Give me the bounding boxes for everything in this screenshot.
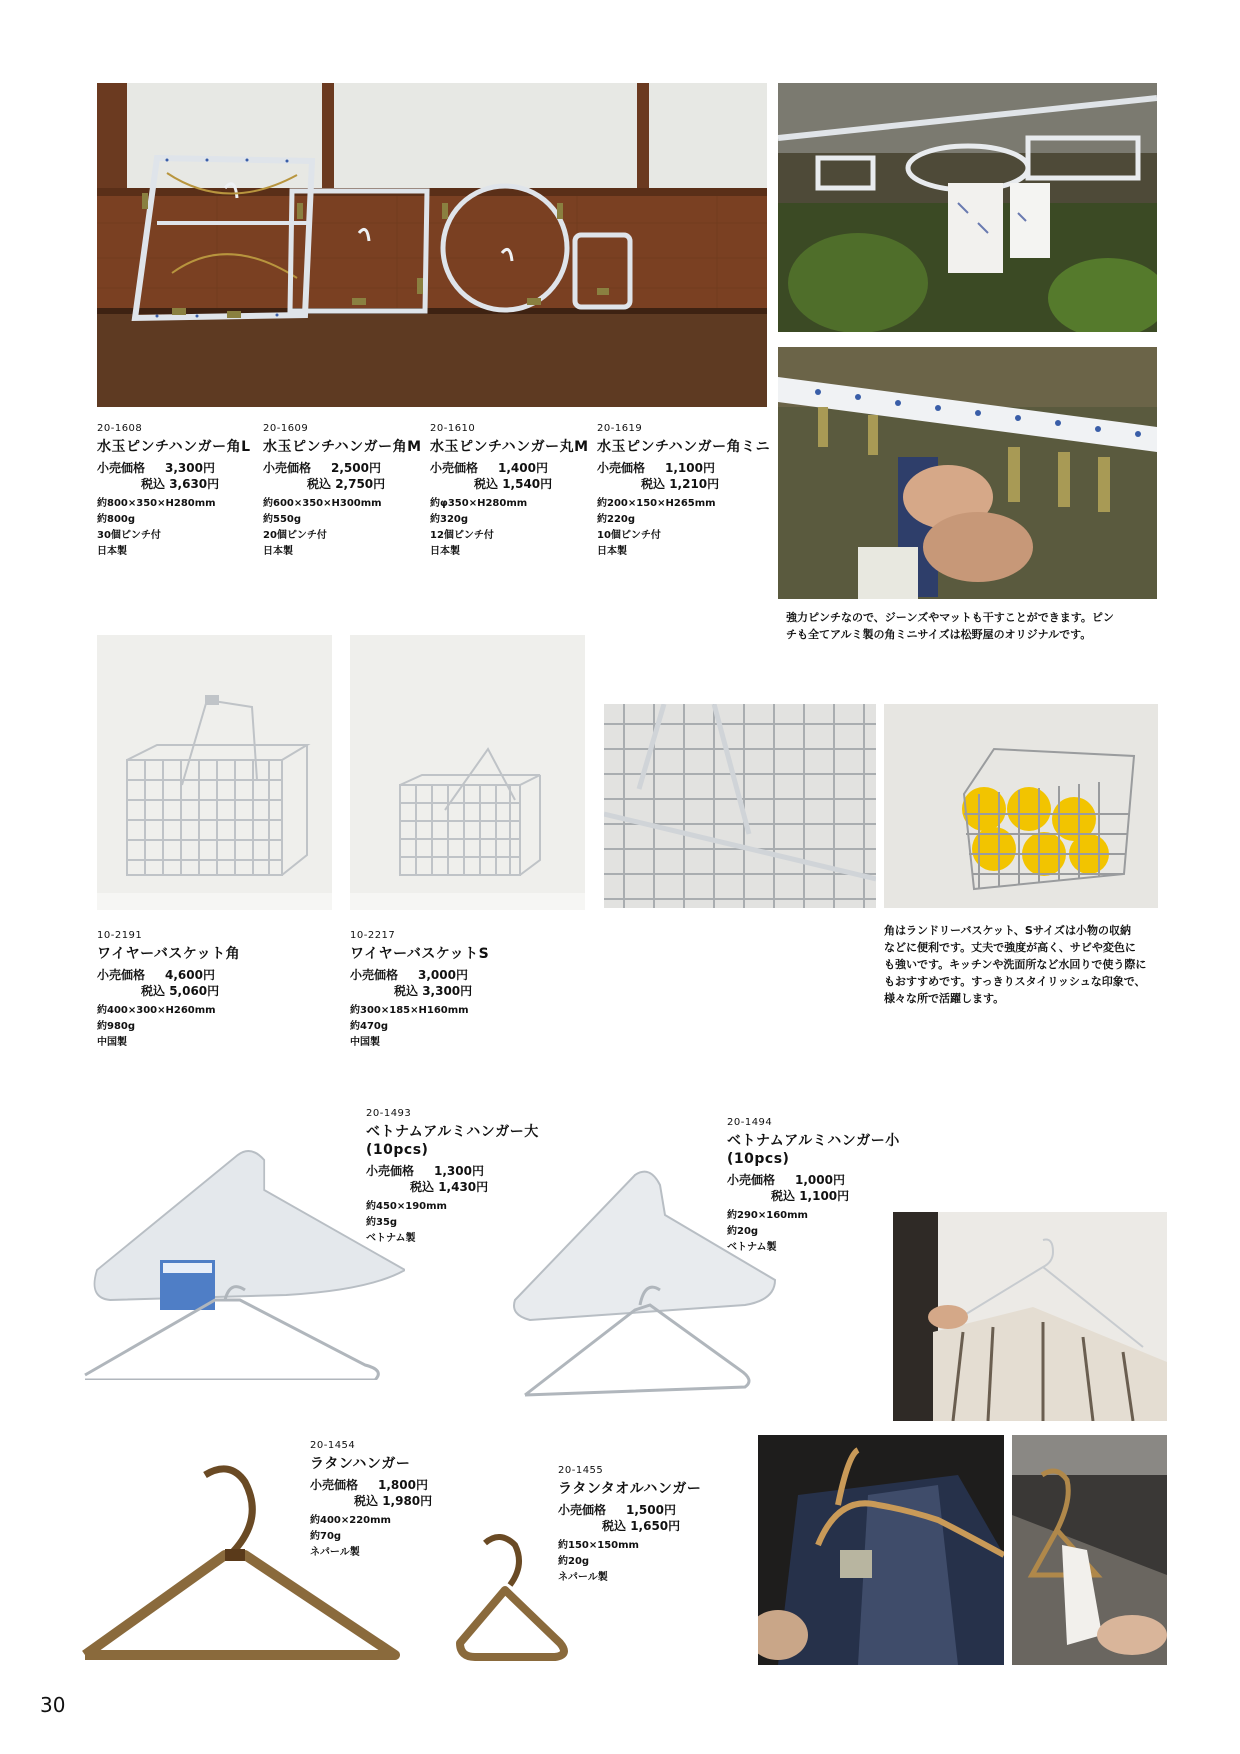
product-20-1619 [597, 421, 770, 560]
tax-price: 税込 1,100円 [770, 1189, 850, 1203]
retail-price: 小売価格 4,600円 [97, 968, 215, 982]
product-20-1608 [97, 421, 251, 560]
tax-price: 税込 5,060円 [140, 984, 220, 998]
retail-price: 小売価格 2,500円 [263, 461, 381, 475]
product-20-1454 [310, 1438, 432, 1561]
alu-hanger-large-photo [75, 1130, 405, 1380]
product-code: 20-1455 [558, 1465, 604, 1476]
retail-price: 小売価格 1,800円 [310, 1478, 428, 1492]
product-name: ワイヤーバスケットS [350, 946, 490, 962]
product-specs: 約450×190mm 約35g ベトナム製 [366, 1201, 447, 1244]
pinch-hangers-photo [97, 83, 767, 407]
outdoor-laundry-photo [778, 83, 1157, 332]
wire-basket-closeup-photo [604, 704, 876, 908]
product-code: 20-1454 [310, 1440, 356, 1451]
product-name: ラタンタオルハンガー [558, 1481, 702, 1497]
product-name: 水玉ピンチハンガー角ミニ [597, 439, 771, 455]
product-name: 水玉ピンチハンガー丸M [430, 439, 589, 455]
product-code: 20-1494 [727, 1117, 773, 1128]
shirt-hanger-photo [893, 1212, 1167, 1421]
product-20-1609 [263, 421, 422, 560]
product-name: ベトナムアルミハンガー大 [366, 1124, 539, 1140]
product-10-2191 [97, 928, 240, 1051]
basket-lemons-photo [884, 704, 1158, 908]
product-specs: 約290×160mm 約20g ベトナム製 [727, 1210, 808, 1253]
tax-price: 税込 1,540円 [473, 477, 553, 491]
product-specs: 約600×350×H300mm 約550g 20個ピンチ付 日本製 [263, 498, 382, 557]
product-name: 水玉ピンチハンガー角M [263, 439, 422, 455]
product-pack: (10pcs) [727, 1151, 790, 1167]
product-specs: 約300×185×H160mm 約470g 中国製 [350, 1005, 469, 1048]
rattan-coat-photo [758, 1435, 1004, 1665]
product-pack: (10pcs) [366, 1142, 429, 1158]
tax-price: 税込 1,980円 [353, 1494, 433, 1508]
retail-price: 小売価格 1,000円 [727, 1173, 845, 1187]
product-code: 10-2217 [350, 930, 396, 941]
tax-price: 税込 1,650円 [601, 1519, 681, 1533]
product-name: ワイヤーバスケット角 [97, 946, 241, 962]
basket-caption: 角はランドリーバスケット、Sサイズは小物の収納 などに便利です。丈夫で強度が高く、サビや変色に も強いです。キッチンや洗面所など水回りで使う際に もおすすめです。すっきりスタイリッシュな印象で、 様々な所で活躍します。 [884, 924, 1147, 1005]
retail-price: 小売価格 1,100円 [597, 461, 715, 475]
tax-price: 税込 3,300円 [393, 984, 473, 998]
product-specs: 約400×220mm 約70g ネパール製 [310, 1515, 391, 1558]
wire-basket-large-photo [97, 635, 332, 910]
product-name: 水玉ピンチハンガー角L [97, 439, 251, 455]
product-specs: 約800×350×H280mm 約800g 30個ピンチ付 日本製 [97, 498, 216, 557]
tax-price: 税込 3,630円 [140, 477, 220, 491]
rattan-towel-photo [1012, 1435, 1167, 1665]
product-code: 20-1493 [366, 1108, 412, 1119]
product-code: 20-1610 [430, 423, 476, 434]
retail-price: 小売価格 3,300円 [97, 461, 215, 475]
retail-price: 小売価格 1,300円 [366, 1164, 484, 1178]
product-name: ラタンハンガー [310, 1456, 411, 1472]
product-code: 20-1608 [97, 423, 143, 434]
product-20-1610 [430, 421, 589, 560]
product-10-2217 [350, 928, 489, 1051]
product-specs: 約200×150×H265mm 約220g 10個ピンチ付 日本製 [597, 498, 716, 557]
product-specs: 約φ350×H280mm 約320g 12個ピンチ付 日本製 [430, 498, 528, 557]
product-20-1493 [366, 1106, 539, 1247]
wire-basket-small-photo [350, 635, 585, 910]
product-20-1494 [727, 1115, 900, 1256]
product-code: 10-2191 [97, 930, 143, 941]
page-number: 30 [40, 1693, 66, 1717]
product-name: ベトナムアルミハンガー小 [727, 1133, 900, 1149]
retail-price: 小売価格 1,500円 [558, 1503, 676, 1517]
pinch-caption: 強力ピンチなので、ジーンズやマットも干すことができます。ピン チも全てアルミ製の角ミニサイズは松野屋のオリジナルです。 [786, 611, 1114, 641]
tax-price: 税込 1,430円 [409, 1180, 489, 1194]
product-code: 20-1609 [263, 423, 309, 434]
product-specs: 約400×300×H260mm 約980g 中国製 [97, 1005, 216, 1048]
retail-price: 小売価格 3,000円 [350, 968, 468, 982]
product-20-1455 [558, 1463, 701, 1586]
tax-price: 税込 1,210円 [640, 477, 720, 491]
tax-price: 税込 2,750円 [306, 477, 386, 491]
product-specs: 約150×150mm 約20g ネパール製 [558, 1540, 639, 1583]
retail-price: 小売価格 1,400円 [430, 461, 548, 475]
pinch-closeup-photo [778, 347, 1157, 599]
product-code: 20-1619 [597, 423, 643, 434]
